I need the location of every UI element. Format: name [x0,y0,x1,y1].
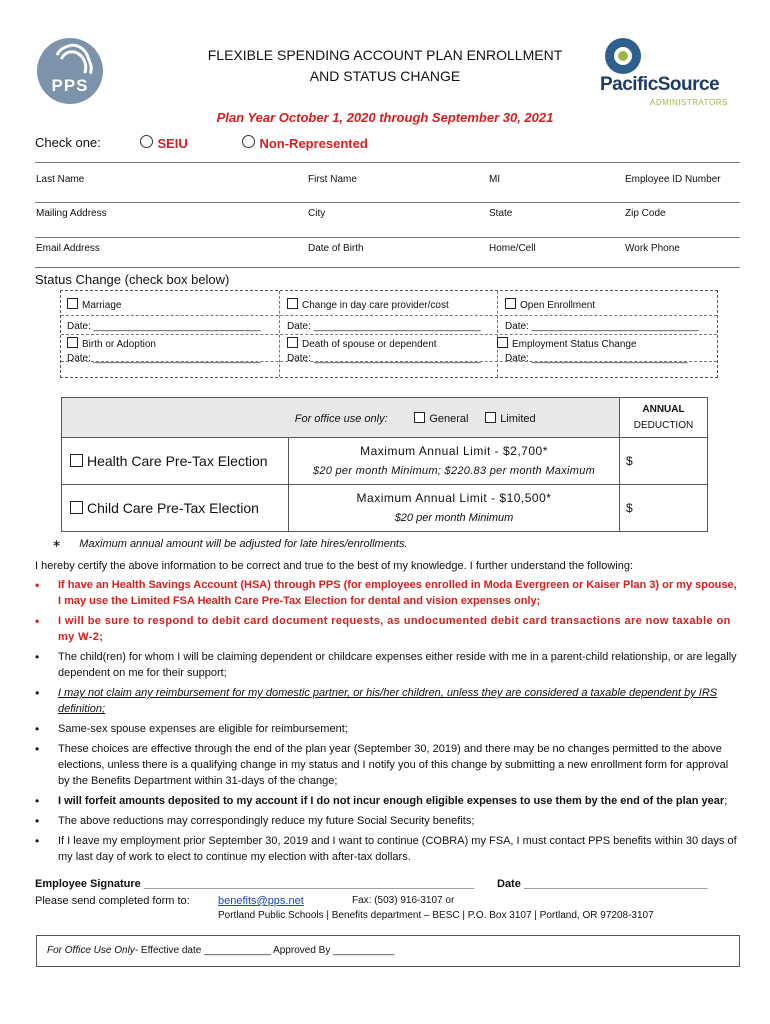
employee-id-label: Employee ID Number [625,174,721,185]
office-use-footer [36,935,740,967]
office-use-only-label: For Office Use Only [47,945,135,956]
date-field-birth-adoption[interactable]: Date: ______________________________ [67,353,261,364]
pacificsource-logo [600,38,740,108]
child-max-limit: Maximum Annual Limit - $10,500* [356,491,552,505]
child-deduction-field[interactable]: $ [620,485,708,532]
health-range: $20 per month Minimum; $220.83 per month Maximum [312,465,596,477]
checkbox-birth-adoption[interactable]: Birth or Adoption [67,337,156,350]
status-change-box [60,290,718,378]
mi-label: MI [489,174,501,185]
health-care-election[interactable]: Health Care Pre-Tax Election [62,438,289,485]
date-field-marriage[interactable]: Date: ______________________________ [67,321,261,332]
pacificsource-sub: ADMINISTRATORS [650,98,728,107]
office-use-label: For office use only: [294,412,388,425]
radio-circle[interactable] [140,135,153,148]
list-item: • I will be sure to respond to debit card document requests, as undocumented debit card transactions are now taxable on my W-2; [35,613,740,645]
signature-date-line[interactable]: Date ______________________________ [497,878,708,890]
date-field-day-care[interactable]: Date: ______________________________ [287,321,481,332]
checkbox-general[interactable]: General [414,411,468,425]
check-one-label: Check one: [35,135,101,150]
benefits-email-link[interactable]: benefits@pps.net [218,895,304,907]
list-item: • The child(ren) for whom I will be claiming dependent or childcare expenses either reside with me in a parent-child relationship, or are legally dependent on me for their support; [35,649,740,681]
list-item: • If have an Health Savings Account (HSA) through PPS (for employees enrolled in Moda Evergreen or Kaiser Plan 3) or my spouse, I may use the Limited FSA Health Care Pre-Tax Election for dental and vision expenses only; [35,577,740,609]
work-phone-label: Work Phone [625,243,680,254]
state-label: State [489,208,513,219]
child-care-election[interactable]: Child Care Pre-Tax Election [62,485,289,532]
certify-statement: I hereby certify the above information to be correct and true to the best of my knowledge. I further understand the following: [35,560,634,572]
fax-number: Fax: (503) 916-3107 or [352,895,455,906]
checkbox-limited[interactable]: Limited [485,411,535,425]
home-cell-label: Home/Cell [489,243,536,254]
list-item: • These choices are effective through the end of the plan year (September 30, 2019) and there may be no changes permitted to the above elections, unless there is a qualifying change in my status and I notify you of this change by submitting a new enrollment form for approval by the Benefits Department within 31-days of the change; [35,741,740,789]
radio-non-represented[interactable] [242,135,368,153]
list-item: • Same-sex spouse expenses are eligible for reimbursement; [35,721,740,737]
last-name-label: Last Name [36,174,85,185]
health-max-limit: Maximum Annual Limit - $2,700* [360,444,548,458]
checkbox-death-spouse[interactable]: Death of spouse or dependent [287,337,437,350]
employee-signature-line[interactable]: Employee Signature ______________________________________________________ [35,878,475,890]
checkbox-open-enrollment[interactable]: Open Enrollment [505,298,595,311]
office-use-fields: - Effective date ____________ Approved By ___________ [134,945,395,956]
pps-logo-text: PPS [51,76,89,95]
email-address-label: Email Address [36,243,100,254]
date-field-employment-status[interactable]: Date: ____________________________ [505,353,688,364]
date-field-open-enrollment[interactable]: Date: ______________________________ [505,321,699,332]
radio-seiu-label: SEIU [157,136,188,151]
first-name-label: First Name [308,174,357,185]
checkbox-marriage[interactable]: Marriage [67,298,121,311]
status-change-title: Status Change (check box below) [35,272,230,287]
date-of-birth-label: Date of Birth [308,243,364,254]
child-min: $20 per month Minimum [394,512,514,524]
plan-year: Plan Year October 1, 2020 through September 30, 2021 [216,110,554,125]
pacificsource-name: PacificSource [600,74,720,95]
mailing-address: Portland Public Schools | Benefits department – BESC | P.O. Box 3107 | Portland, OR 97208-3107 [218,910,654,921]
terms-list [35,577,740,869]
date-field-death-spouse[interactable]: Date: ______________________________ [287,353,481,364]
checkbox-day-care-change[interactable]: Change in day care provider/cost [287,298,449,311]
list-item: • I will forfeit amounts deposited to my account if I do not incur enough eligible expenses to use them by the end of the plan year; [35,793,740,809]
pps-logo [37,38,103,104]
list-item: • If I leave my employment prior September 30, 2019 and I want to continue (COBRA) my FSA, I must contact PPS benefits within 30 days of my last day of work to elect to continue my election with after-tax dollars. [35,833,740,865]
election-table [61,397,708,532]
send-label: Please send completed form to: [35,895,190,907]
health-deduction-field[interactable]: $ [620,438,708,485]
mailing-address-label: Mailing Address [36,208,107,219]
radio-non-represented-label: Non-Represented [259,136,368,151]
radio-seiu[interactable] [140,135,188,153]
annual-deduction-header: ANNUAL DEDUCTION [620,398,708,438]
checkbox-employment-status[interactable]: Employment Status Change [497,337,637,350]
radio-circle[interactable] [242,135,255,148]
list-item: • The above reductions may correspondingly reduce my future Social Security benefits; [35,813,740,829]
zip-code-label: Zip Code [625,208,666,219]
form-title: FLEXIBLE SPENDING ACCOUNT PLAN ENROLLMENT AND STATUS CHANGE [207,47,563,84]
city-label: City [308,208,326,219]
list-item: • I may not claim any reimbursement for my domestic partner, or his/her children, unless they are considered a taxable dependent by IRS definition; [35,685,740,717]
late-hire-note: ∗ Maximum annual amount will be adjusted for late hires/enrollments. [52,538,408,550]
